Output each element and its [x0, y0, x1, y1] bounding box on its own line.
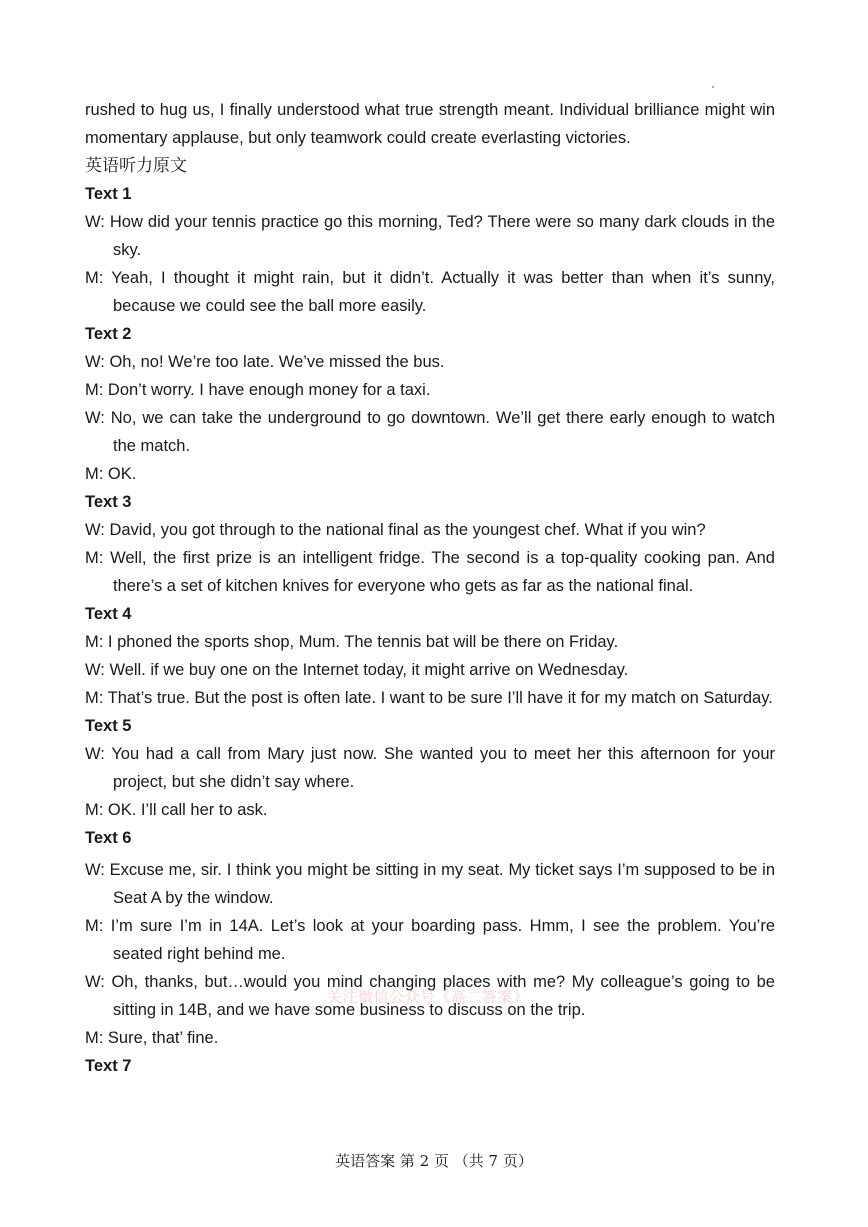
text-heading: Text 7 — [85, 1057, 132, 1075]
dialogue-line: W: Oh, thanks, but…would you mind changing places with me? My colleague’s going to be sitting in 14B, and we have some business to discuss on the trip. — [85, 973, 775, 1019]
dialogue-line: M: I’m sure I’m in 14A. Let’s look at your boarding pass. Hmm, I see the problem. You’re seated right behind me. — [85, 917, 775, 963]
text-heading: Text 1 — [85, 185, 132, 203]
dialogue-line: M: Don’t worry. I have enough money for a taxi. — [85, 381, 431, 399]
dialogue-line: W: Excuse me, sir. I think you might be sitting in my seat. My ticket says I’m supposed to be in Seat A by the window. — [85, 861, 775, 907]
dialogue-line: W: Well. if we buy one on the Internet today, it might arrive on Wednesday. — [85, 661, 629, 679]
dialogue-line: M: That’s true. But the post is often late. I want to be sure I’ll have it for my match on Saturday. — [85, 689, 773, 707]
text-block-4 — [85, 600, 775, 712]
dialogue-line: W: You had a call from Mary just now. She wanted you to meet her this afternoon for your project, but she didn’t say where. — [85, 745, 775, 791]
text-heading: Text 4 — [85, 605, 132, 623]
text-block-5 — [85, 712, 775, 824]
document-body — [85, 96, 775, 1080]
dialogue-line: M: Well, the first prize is an intelligent fridge. The second is a top-quality cooking pan. And there’s a set of kitchen knives for everyone who gets as far as the national final. — [85, 549, 775, 595]
text-heading: Text 2 — [85, 325, 132, 343]
dialogue-line: M: Sure, that’ fine. — [85, 1029, 219, 1047]
text-block-3 — [85, 488, 775, 600]
dialogue-line: W: David, you got through to the national final as the youngest chef. What if you win? — [85, 521, 706, 539]
text-block-7 — [85, 1052, 775, 1080]
dialogue-line: W: Oh, no! We’re too late. We’ve missed the bus. — [85, 353, 445, 371]
dialogue-line: M: I phoned the sports shop, Mum. The tennis bat will be there on Friday. — [85, 633, 619, 651]
text-block-6 — [85, 824, 775, 1052]
dialogue-line: W: How did your tennis practice go this morning, Ted? There were so many dark clouds in the sky. — [85, 213, 775, 259]
text-block-2 — [85, 320, 775, 488]
dialogue-line: M: OK. I’ll call her to ask. — [85, 801, 268, 819]
section-title: 英语听力原文 — [85, 156, 187, 176]
watermark-text: 关注微信公众号《高二答案》 — [327, 988, 529, 1006]
scan-speck — [712, 86, 714, 88]
dialogue-line: M: OK. — [85, 465, 137, 483]
intro-paragraph: rushed to hug us, I finally understood what true strength meant. Individual brilliance might win momentary applause, but only teamwork could create everlasting victories. — [85, 101, 775, 147]
text-heading: Text 5 — [85, 717, 132, 735]
dialogue-line: W: No, we can take the underground to go downtown. We’ll get there early enough to watch the match. — [85, 409, 775, 455]
text-block-1 — [85, 180, 775, 320]
text-heading: Text 6 — [85, 829, 132, 847]
dialogue-line: M: Yeah, I thought it might rain, but it didn’t. Actually it was better than when it’s sunny, because we could see the ball more easily. — [85, 269, 775, 315]
text-heading: Text 3 — [85, 493, 132, 511]
page-footer: 英语答案 第 2 页 （共 7 页） — [335, 1152, 533, 1170]
